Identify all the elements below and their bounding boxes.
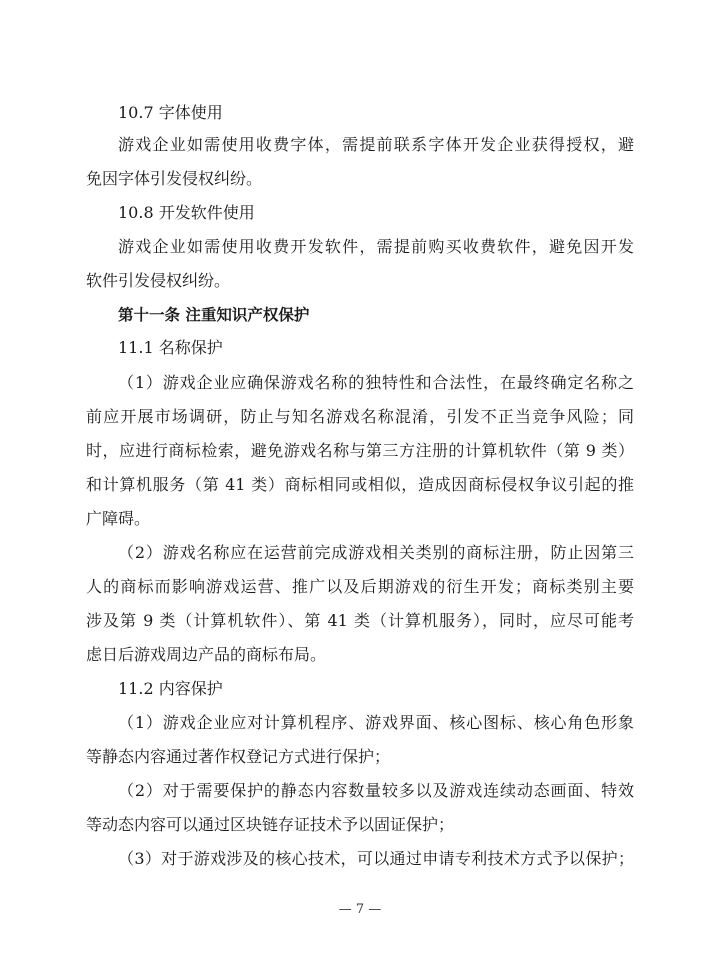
text-line: （2）对于需要保护的静态内容数量较多以及游戏连续动态画面、特效 [118,781,634,800]
text-line: 等静态内容通过著作权登记方式进行保护； [86,747,391,766]
page-number: — 7 — [338,902,382,917]
text-line: 和计算机服务（第 41 类）商标相同或相似，造成因商标侵权争议引起的推 [86,475,634,494]
text-line: 前应开展市场调研，防止与知名游戏名称混淆，引发不正当竞争风险；同 [86,407,634,426]
text-line: 时，应进行商标检索，避免游戏名称与第三方注册的计算机软件（第 9 类） [86,441,634,460]
text-line: 免因字体引发侵权纠纷。 [86,169,263,188]
text-line: 等动态内容可以通过区块链存证技术予以固证保护； [86,815,455,834]
text-line: 软件引发侵权纠纷。 [86,271,231,290]
text-line: 人的商标而影响游戏运营、推广以及后期游戏的衍生开发；商标类别主要 [86,577,634,596]
subsection-heading: 11.2 内容保护 [118,679,223,698]
text-line: （1）游戏企业应对计算机程序、游戏界面、核心图标、核心角色形象 [118,713,634,732]
subsection-heading: 11.1 名称保护 [118,338,223,357]
text-line: 游戏企业如需使用收费字体，需提前联系字体开发企业获得授权，避 [118,135,634,154]
text-line: 虑日后游戏周边产品的商标布局。 [86,645,327,664]
text-line: 游戏企业如需使用收费开发软件，需提前购买收费软件，避免因开发 [118,237,634,256]
section-heading: 第十一条 注重知识产权保护 [118,306,310,324]
text-line: （2）游戏名称应在运营前完成游戏相关类别的商标注册，防止因第三 [118,543,634,562]
text-line: 广障碍。 [86,509,151,528]
text-line: （3）对于游戏涉及的核心技术，可以通过申请专利技术方式予以保护； [118,849,634,868]
subsection-heading: 10.7 字体使用 [118,103,223,122]
subsection-heading: 10.8 开发软件使用 [118,203,255,222]
text-line: （1）游戏企业应确保游戏名称的独特性和合法性，在最终确定名称之 [118,373,634,392]
text-line: 涉及第 9 类（计算机软件）、第 41 类（计算机服务），同时，应尽可能考 [86,611,634,630]
